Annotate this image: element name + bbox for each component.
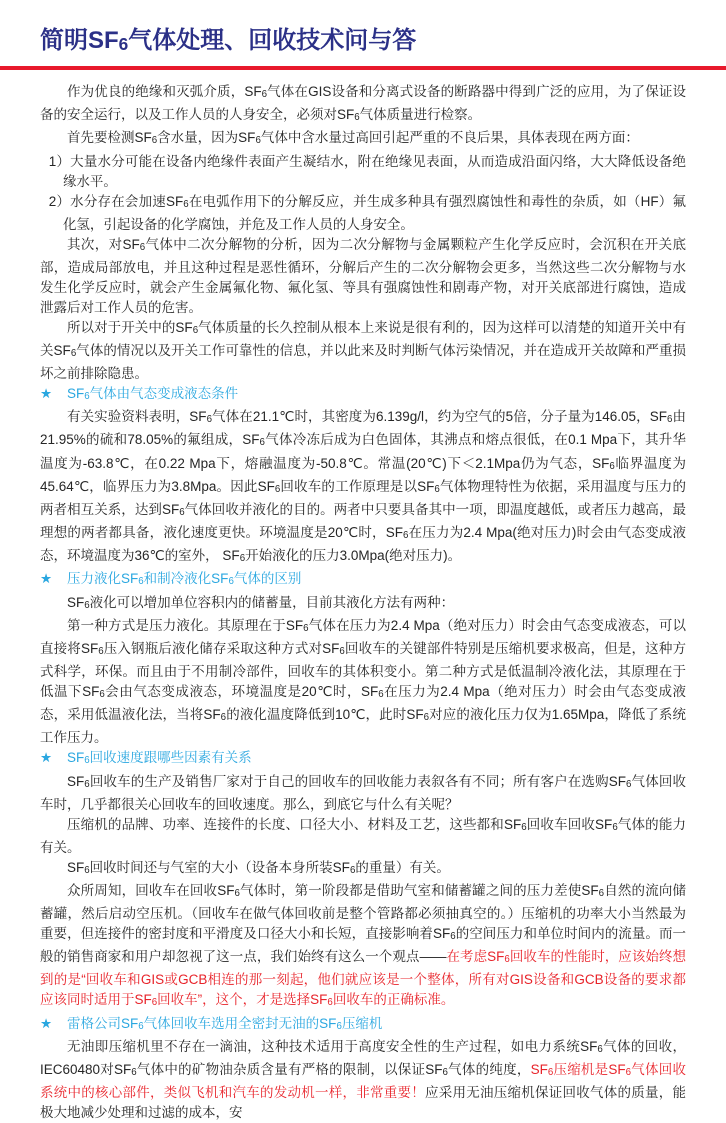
section-heading-3 <box>40 748 686 771</box>
paragraph <box>40 593 686 616</box>
document-header <box>0 0 726 60</box>
body-text: 无油即压缩机里不存在一滴油，这种技术适用于高度安全性的生产过程，如电力系统$SF_6$气体的回收，IEC60480对$SF_6$气体中的矿物油杂质含量有严格的限制，以保证$SF_6$气体的纯度， <box>40 1038 687 1079</box>
list-item <box>40 152 686 192</box>
page-title: 简明$SF_6$气体处理、回收技术问与答 <box>40 27 417 55</box>
section-title: $SF_6$回收速度跟哪些因素有关系 <box>67 750 252 767</box>
body-text: $SF_6$液化可以增加单位容积内的储蓄量，目前其液化方法有两种： <box>67 594 455 611</box>
section-title: $SF_6$气体由气态变成液态条件 <box>67 386 239 403</box>
body-text: 所以对于开关中的$SF_6$气体质量的长久控制从根本上来说是很有利的，因为这样可以清楚的知道开关中有关$SF_6$气体的情况以及开关工作可靠性的信息，并以此来及时判断气体污染情况，并在造成开关故障和严重损坏之前排除隐患。 <box>40 319 686 382</box>
body-text: 1）大量水分可能在设备内绝缘件表面产生凝结水，附在绝缘见表面，从而造成沿面闪络，大大降低设备绝缘水平。 <box>48 153 686 189</box>
paragraph <box>40 815 686 858</box>
body-text: 应采用无油压缩机保证回收气体的质量，能极大地减少处理和过滤的成本，安 <box>40 1085 686 1121</box>
paragraph <box>40 318 686 384</box>
body-text: 作为优良的绝缘和灭弧介质，$SF_6$气体在GIS设备和分离式设备的断路器中得到广泛的应用，为了保证设备的安全运行，以及工作人员的人身安全，必须对$SF_6$气体质量进行检察。 <box>40 84 686 124</box>
star-icon: ★ <box>40 571 53 587</box>
list-item <box>40 192 686 235</box>
section-title: 雷格公司$SF_6$气体回收车选用全密封无油的$SF_6$压缩机 <box>67 1015 383 1032</box>
body-text: 其次，对$SF_6$气体中二次分解物的分析，因为二次分解物与金属颗粒产生化学反应时，会沉积在开关底部，造成局部放电，并且这种过程是恶性循环，分解后产生的二次分解物会更多，当然这些二次分解物与水发生化学反应时，就会产生金属氟化物、氟化氢、等具有强腐蚀性和剧毒产物，对开关底部进行腐蚀，造成泄露后对工作人员的危害。 <box>40 236 686 315</box>
document-body <box>40 82 686 1123</box>
body-text: $SF_6$回收时间还与气室的大小（设备本身所装$SF_6$的重量）有关。 <box>67 859 450 876</box>
body-text: 众所周知，回收车在回收$SF_6$气体时，第一阶段都是借助气室和储蓄罐之间的压力差使$SF_6$自然的流向储蓄罐，然后启动空压机。（回收车在做气体回收前是整个管路都必须抽真空的。）压缩机的功率大小当然最为重要，但连接件的密封度和平滑度及口径大小和长短，直接影响着$SF_6$的空间压力和单位时间内的流量。而一般的销售商家和用户却忽视了这一点，我们始终有这么一个观点—— <box>40 882 687 965</box>
paragraph <box>40 881 686 1014</box>
body-text: 有关实验资料表明，$SF_6$气体在21.1℃时，其密度为6.139g/l，约为空气的5倍，分子量为146.05，$SF_6$由21.95%的硫和78.05%的氟组成，$SF_6$气体冷冻后成为白色固体，其沸点和熔点很低，在0.1 Mpa下，其升华温度为-63.8℃，在0.22 Mpa下，熔融温度为-50.8℃。常温(20℃)下＜2.1Mpa仍为气态，$SF_6$临界温度为45.64℃，临界压力为3.8Mpa。因此$SF_6$回收车的工作原理是以$SF_6$气体物理特性为依据，采用温度与压力的两者相互关系，达到$SF_6$气体回收并液化的目的。两者中只要具备其中一项，即温度越低，或者压力越高，最理想的两者都具备，液化速度更快。环境温度是20℃时，$SF_6$在压力为2.4 Mpa(绝对压力)时会由气态变成液态，环境温度为36℃的室外， $SF_6$开始液化的压力3.0Mpa(绝对压力)。 <box>40 409 686 565</box>
body-text: 压缩机的品牌、功率、连接件的长度、口径大小、材料及工艺，这些都和$SF_6$回收车回收$SF_6$气体的能力有关。 <box>40 816 686 855</box>
paragraph <box>40 772 686 815</box>
section-heading-1 <box>40 384 686 407</box>
body-text: $SF_6$回收车的生产及销售厂家对于自己的回收车的回收能力表叙各有不同；所有客户在选购$SF_6$气体回收车时，几乎都很关心回收车的回收速度。那么，到底它与什么有关呢？ <box>40 773 687 812</box>
paragraph <box>40 858 686 881</box>
paragraph <box>40 407 686 569</box>
star-icon: ★ <box>40 386 53 402</box>
star-icon: ★ <box>40 1015 53 1031</box>
paragraph <box>40 128 686 151</box>
paragraph <box>40 1037 686 1123</box>
body-text: 2）水分存在会加速$SF_6$在电弧作用下的分解反应，并生成多种具有强烈腐蚀性和毒性的杂质，如（HF）氟化氢，引起设备的化学腐蚀，并危及工作人员的人身安全。 <box>48 193 687 232</box>
star-icon: ★ <box>40 750 53 766</box>
highlighted-text: $SF_6$压缩机是$SF_6$气体回收系统中的核心部件，类似飞机和汽车的发动机一样，非常重要！ <box>40 1061 686 1101</box>
highlighted-text: 在考虑$SF_6$回收车的性能时，应该始终想到的是“回收车和GIS或GCB相连的那一刻起，他们就应该是一个整体，所有对GIS设备和GCB设备的要求都应该同时适用于$SF_6$回收车”，这个，才是选择$SF_6$回收车的正确标准。 <box>40 949 687 1009</box>
section-heading-2 <box>40 569 686 592</box>
paragraph <box>40 82 686 128</box>
section-heading-4 <box>40 1014 686 1037</box>
title-divider-rule <box>0 66 726 70</box>
body-text: 第一种方式是压力液化。其原理在于$SF_6$气体在压力为2.4 Mpa（绝对压力）时会由气态变成液态，可以直接将$SF_6$压入钢瓶后液化储存采取这种方式对$SF_6$回收车的关键部件特别是压缩机要求极高，但是，这种方式科学，环保。而且由于不用制冷部件，回收车的其体积变小。第二种方式是低温制冷液化法，其原理在于低温下$SF_6$会由气态变成液态，环境温度是20℃时，$SF_6$在压力为2.4 Mpa（绝对压力）时会由气态变成液态，采用低温液化法，当将$SF_6$的液化温度降低到10℃，此时$SF_6$对应的液化压力仅为1.65Mpa，降低了系统工作压力。 <box>40 617 686 746</box>
paragraph <box>40 616 686 749</box>
body-text: 首先要检测$SF_6$含水量，因为$SF_6$气体中含水量过高回引起严重的不良后果，具体表现在两方面： <box>67 130 639 147</box>
section-title: 压力液化$SF_6$和制冷液化$SF_6$气体的区别 <box>67 571 302 588</box>
paragraph <box>40 235 686 318</box>
